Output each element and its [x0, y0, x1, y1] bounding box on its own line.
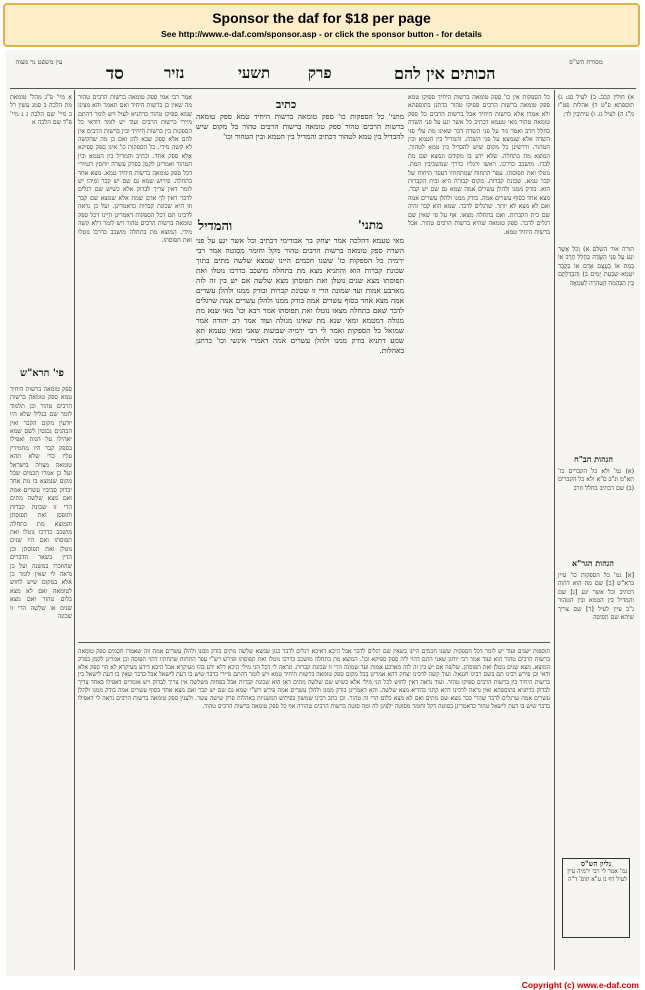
header-rule: [10, 88, 636, 89]
hagahot-hagra-text: [א] גמ' כל הספקות כו' עיין ברא"ש [ב] שם מה הוא דהוה דכתיב וכל אשר יגע [ג] שם והמדיל בין הטמא ובין הטהור נ"ב עיין לעיל [ד] שם צריך שיהא שם תפיסה: [558, 572, 634, 622]
folio-number: סד: [106, 64, 124, 84]
masoret-label: מסורת הש"ס: [569, 58, 603, 66]
mishnah-text: מתני' כל הספקות כו' ספק טומאה ברשות היחיד טמא ספק טומאה ברשות הרבים טהור ספק טומאה ברשות הרבים טהור כל מקום שיש להבדיל בין טמא לטהור דכתיב והמדיל בין הטמא ובין הטהור וכו': [196, 112, 404, 141]
hagahot-habach-text: (א) גמ' ולא כל הקברים כו' תא"מ ונ"ב ס"א ולא כל הקברים (ב) שם דכתיב בחלל חרב: [558, 468, 634, 492]
chapter-number: תשעי: [238, 64, 271, 82]
chapter-title: הכותים אין להם: [394, 64, 496, 83]
lower-commentary-text: תוספות ישנים ועוד יש לומר דכל הספקות ששנו חכמים היינו כשאין שם רגלים לדבר אבל היכא דאיכא רגלים לדבר כגון שמצא שלשה מתים בודק ממנו ולהלן עשרים אמה וזה שאמרו חכמים ספק טומאה ברשות הרבים טהור הוא ועוד אמר רבי יוחנן שאני התם דהוי ליה ספק ספיקא וכו'. המוצא מת בתחלה מושכב כדרכו נוטלו ואת תפוסתו ופירש רש"י עפר התחוח שתחתיו דהוי תפוסה וכן אמרינן לקמן בפרק המוצא. מצא שנים נוטלן ואת תפוסתן. שלשה אם יש בין זה לזה מארבע אמות ועד שמונה הרי זו שכונת קברות. ונראה לי דכל הני מילי היכא דלא ידע בהו מעיקרא אבל היכא דידע מעיקרא לא הוי ספק אלא ודאי וכן פירש רבינו תם בשם רבינו חננאל. ועוד קשה לרבינו יצחק דהא אמרינן בכל מקום ספק טומאה ברשות היחיד טמא ויש לומר דהתם מיירי בדבר שיש בו דעת לישאל אבל בדבר שאין בו דעת לישאל בין ברשות היחיד בין ברשות הרבים ספיקו טהור. ועוד נראה דאין לחוש לכל הני מילי אלא כשיש שם שלשה מתים דאז הוא שכונת קברות אבל בפחות משלשה אין צריך לבדוק ויש אומרים דאפילו באחד צריך לבדוק כדתניא בתוספתא ואין נראה לרבינו דהא קתני בהדיא מצא שלשה. והא דאמרינן בודק ממנו ולהלן עשרים אמה פירש רש"י שמא גם שם יש קבר ואם מצא אחד בסוף עשרים אמה בודק ממנו ולהלן עשרים אמה שרגלים לדבר שהרי כבר מצא שם מתים ואם לא מצא כלום הרי זה טהור. וכן כתב רבינו שמשון בפירוש המשניות באהלות פרק שישה עשר. ולענין ספק טומאה ברשות הרבים נראה לי דאפילו בדבר שיש בו דעת לישאל טהור כדאמרינן בסוטה דקל וחומר מסוטה ילפינן לה ומה סוטה ברשות הרבים טהורה אף כל ספק טומאה ברשות הרבים טהור.: [78, 648, 550, 710]
katuv-word: כתיב: [276, 98, 297, 111]
hagahot-habach-heading: הגהות הב"ח: [574, 454, 613, 464]
mishnah-label: מתני': [358, 218, 384, 232]
tractate-name: נזיר: [164, 64, 185, 82]
left-margin-divider: [74, 90, 75, 970]
tosafot-commentary: אמר רבי אמי ספק טומאה ברשות הרבים טהור מה שאין כן ברשות היחיד ואם תאמר והא מצינו שמא ספיקו טהור כדתניא לעיל ויש לומר דהתם מיירי ברשות הרבים ועוד יש לומר דודאי כל הספקות בין ברשות היחיד ובין ברשות הרבים אין להם אלא ספק שבא להן ואם כן מה שהקשה לא קשה מידי. כל הספקות כו' אינו ספק ספיקא אלא ספק אחד. וכתיב והמדיל בין הטמא ובין הטהור ואמרינן לקמן בפרק עשרה יוחסין דגמירי דכל ספק טומאה ברשות היחיד טמא. מצא אחד בתחלה. פירוש שמא גם שם יש קבר ומיהו יש לומר דאין צריך לבדוק אלא כשיש שם רגלים לדבר דאין לך אדם שמת אלא שמצא שם קבר וזו היא שכונת קברות כדאמרינן. ועל כן נראה לרבינו תם דכל הספקות דאמרינן היינו דכל ספק טומאה ברשות הרבים טהור ויש לומר דלא קשה מידי. המוצא מת בתחלה מושכב כדרכו נוטלו ואת תפוסתו.: [78, 94, 192, 244]
gilyon-hashas-box: גליון הש"ס גמ' אמר לי רבי ירמיה עיין לעיל דף נז ע"א תוס' ד"ה: [562, 858, 630, 938]
ein-mishpat-text: א מיי' פ"ג מהל' טומאת מת הלכה ב סמג עשין רל ב מיי' שם הלכה ג ג מיי' פ"ד שם הלכה א: [10, 94, 72, 127]
ein-mishpat-label: עין משפט נר מצוה: [15, 58, 63, 66]
sponsor-banner[interactable]: [3, 3, 640, 47]
chapter-word: פרק: [308, 64, 332, 82]
rosh-heading: פי' הרא"ש: [20, 368, 64, 379]
right-margin-divider: [554, 90, 555, 970]
vehamadil-word: והמדיל: [198, 219, 233, 234]
sponsor-link-text[interactable]: See http://www.e-daf.com/sponsor.asp - or click the sponsor button - for details: [161, 29, 482, 39]
rosh-commentary: ספק טומאה ברשות היחיד טמא ספק טומאה ברשות הרבים טהור וכן תלמוד לומר שם בגליל שלא היו יודעין מקום הקבר ואין הכהנים נכנסין לשם שמא יאהילו על המת ואפילו בספק קבר היו מחמירין עליו כדי שלא תהא טומאה מצויה בישראל ועל כן אמרו חכמים שכל מקום שנמצא בו מת אחד יבדוק סביביו עשרים אמה ואם מצא שלשה מתים הרי זו שכונת קברות ותופסן ואת תפוסתן והמוצא מת בתחלה מושכב כדרכו נוטלו ואת תפוסתו ואם היו שנים נוטלן ואת תפוסתן וכן הדין בשאר הדברים שהוזכרו במשנה ועל כן נראה לי שאין לומר כן אלא במקום שיש לחוש לטומאה ואם לא מצא כלום טהור ואם מצא שנים או שלשה הרי זו שכונה: [10, 386, 72, 620]
gemara-text: מאי טעמא דהלכה אמר יצחק בר אבודימי דכתיב וכל אשר יגע על פני השדה ספק טומאה ברשות הרבים טהור מקל וחומר מסוטה אמר רבי ירמיה כל הספקות כו' ששנו חכמים היינו שמצא שלשה מתים בתוך שכונת קברות הוא והתניא מצא מת בתחלה מושכב כדרכו נוטלו ואת תפוסתו מצא שנים נוטלן ואת תפוסתן מצא שלשה אם יש בין זה לזה מארבע אמות ועד שמונה הרי זו שכונת קברות ובודק ממנו ולהלן עשרים אמה מצא אחד בסוף עשרים אמה בודק ממנו ולהלן עשרים אמה שרגלים לדבר שאם בתחלה מצאו נוטלו ואת תפוסתו אמר רבא וכו' מאי שנא מת מגולה דמטמא ומאי שנא מת שאינו מגולה ועוד אמר רב יהודה אמר שמואל כל הספקות ואמר לי רבי ירמיה שבועות שאני ומאי טעמא תא שמע דתניא בודק ממנו ולהלן עשרים אמה דאמרי אינשי וכו' כדתנן באהלות.: [196, 236, 404, 355]
torah-or-text: תורה אור השלם א) וְכֹל אֲשֶׁר יִגַּע עַל פְּנֵי הַשָּׂדֶה בַּחֲלַל חֶרֶב אוֹ בְמֵת אוֹ בְעֶצֶם אָדָם אוֹ בְקָבֶר יִטְמָא שִׁבְעַת יָמִים ב) וְהִבְדַּלְתֶּם בֵּין הַבְּהֵמָה הַטְּהֹרָה לַטְּמֵאָה: [558, 246, 634, 287]
rashi-commentary: כל הספקות אין כו' ספק טומאה ברשות היחיד ספיקו טמא ספק טומאה ברשות הרבים ספיקו טהור כדתנן בתוספתא ולא אמרו אלא ברשות היחיד אבל ברשות הרבים כל ספק טומאה טהור מאי טעמא דכתיב כל אשר יגע על פני השדה בחלל חרב ואמר מר על פני השדה דבר שאינו מת עלי פני השדה אלא שנמצא על פני השדה. והמדיל בין הטמא ובין הטהור. ודרשינן כל מקום שיש להבדיל בין טמא לטהור. המוצא מת בתחלה. שלא ידע בו מקודם ונמצא שם מת לבדו. מושכב כדרכו. ראשו ורגליו כדרך שמשכיבין המת. נוטלו ואת תפוסתו. עפר התחוח שמתחתיו דעפר תיחוח של קבר טמא. שכונת קברות. מקום קבורה היא ובית הקברות הוא. בודק ממנו ולהלן עשרים אמה שמא גם שם יש קבר. מצא אחד בסוף עשרים אמה. בודק ממנו ולהלן עשרים אמה ואם לא מצא לא יותר. שרגלים לדבר. שמא הוא קבר והיה שם בית הקברות. ואם בתחלה מצאו. אף על פי שאין שם רגלים לדבר. ספק טומאה שהיא ברשות הרבים טהור. אבל ברשות היחיד טמא.: [408, 94, 550, 236]
talmud-page: [6, 50, 640, 976]
masoret-hashas-text: א) חולין קכב. ב) לעיל סג: ג) תוספתא פ"ט ד) אהלות פט"ז מ"ג ה) לעיל נז. ו) עירובין לד:: [558, 94, 634, 118]
sponsor-title: Sponsor the daf for $18 per page: [212, 10, 431, 26]
copyright-notice: Copyright (c) www.e-daf.com: [521, 980, 639, 990]
hagahot-hagra-heading: הגהות הגר"א: [572, 558, 615, 568]
commentary-band-rule: [78, 642, 550, 643]
gilyon-heading: גליון הש"ס: [580, 859, 612, 868]
